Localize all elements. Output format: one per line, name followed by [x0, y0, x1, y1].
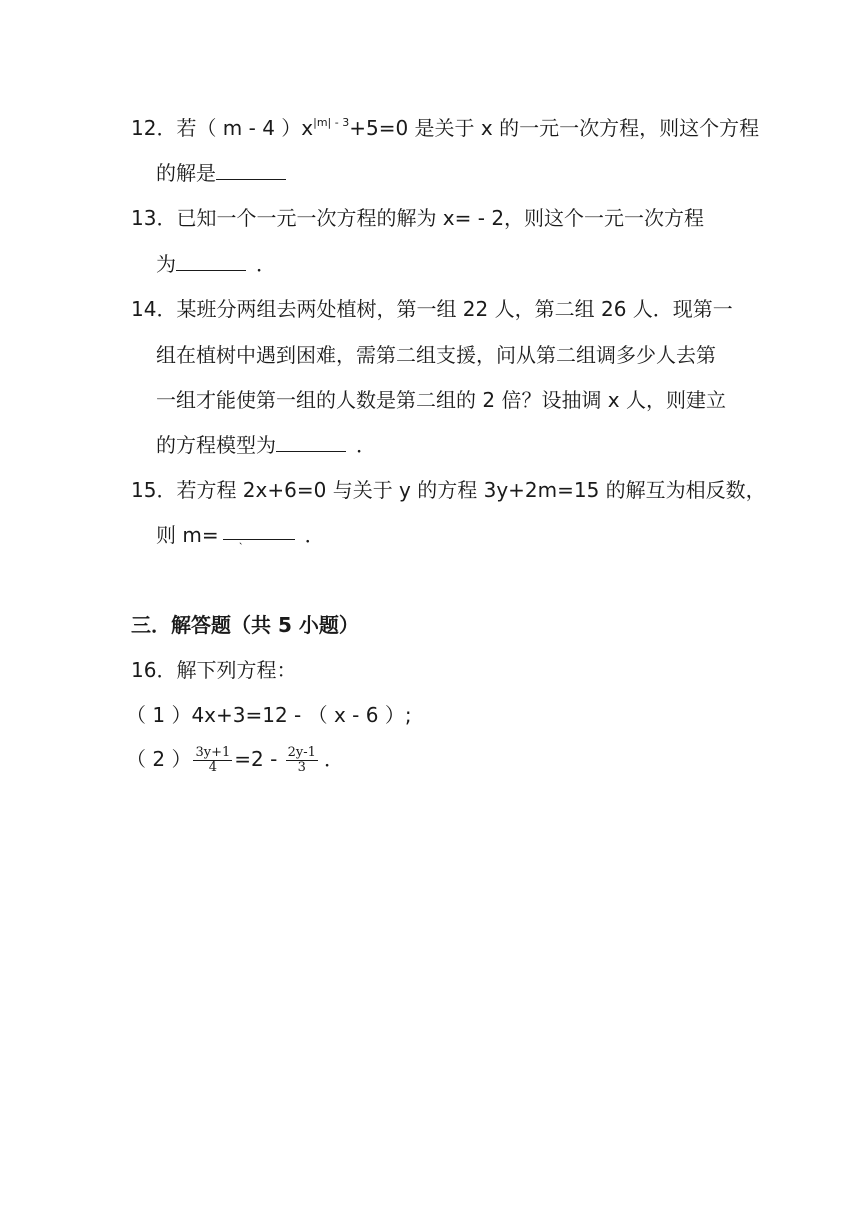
fraction-2-numerator: 2y-1	[287, 745, 316, 760]
problem-16-equation-1	[126, 701, 412, 729]
problem-14-line-3	[156, 386, 726, 414]
equation-2-suffix: ．	[323, 747, 344, 771]
problem-14-text-d: 的方程模型为	[156, 433, 276, 457]
problem-13-period: ．	[256, 252, 276, 276]
fraction-2	[286, 746, 318, 775]
problem-13-text-a: 13．已知一个一元一次方程的解为 x= - 2，则这个一元一次方程	[131, 206, 705, 230]
problem-14-text-c: 一组才能使第一组的人数是第二组的 2 倍？设抽调 x 人，则建立	[156, 388, 726, 412]
problem-12-text-b: +5=0 是关于 x 的一元一次方程，则这个方程	[349, 116, 760, 140]
problem-15-line-1	[131, 476, 766, 504]
equation-2-middle: =2 -	[234, 747, 284, 771]
problem-13-text-b: 为	[156, 252, 176, 276]
answer-blank-15[interactable]	[223, 521, 295, 540]
problem-16-title: 16．解下列方程：	[131, 658, 297, 682]
equation-1-text: （ 1 ）4x+3=12 - （ x - 6 ）;	[126, 703, 412, 727]
problem-14-period: ．	[356, 433, 376, 457]
problem-14-text-b: 组在植树中遇到困难，需第二组支援，问从第二组调多少人去第	[156, 343, 716, 367]
problem-16-equation-2	[126, 745, 344, 775]
problem-14-line-4	[156, 431, 376, 459]
answer-blank-13[interactable]	[176, 252, 246, 271]
answer-blank-14[interactable]	[276, 433, 346, 452]
problem-14-text-a: 14．某班分两组去两处植树，第一组 22 人，第二组 26 人．现第一	[131, 297, 733, 321]
section-3-title: 三．解答题（共 5 小题）	[131, 613, 359, 637]
problem-13-line-2	[156, 250, 276, 278]
fraction-1	[193, 746, 232, 775]
fraction-1-denominator: 4	[208, 760, 217, 775]
problem-15-line-2	[156, 521, 325, 549]
problem-13-line-1	[131, 204, 704, 232]
fraction-1-numerator: 3y+1	[195, 745, 231, 760]
problem-15-period: ．	[304, 523, 325, 547]
problem-12-line-2	[156, 159, 286, 187]
answer-blank-12[interactable]	[216, 161, 286, 180]
section-3-heading	[131, 611, 359, 639]
problem-15-text-a: 15．若方程 2x+6=0 与关于 y 的方程 3y+2m=15 的解互为相反数，	[131, 478, 766, 502]
problem-12-text-a: 12．若（ m - 4 ）x	[131, 116, 314, 140]
problem-12-text-c: 的解是	[156, 161, 216, 185]
problem-16-title-line	[131, 656, 296, 684]
problem-12-exponent: |m| - 3	[313, 116, 350, 129]
equation-2-prefix: （ 2 ）	[126, 747, 192, 771]
problem-15-text-b: 则 m=	[156, 523, 219, 547]
fraction-2-denominator: 3	[297, 760, 306, 775]
problem-12-line-1	[131, 114, 759, 142]
problem-14-line-1	[131, 295, 733, 323]
problem-14-line-2	[156, 341, 716, 369]
